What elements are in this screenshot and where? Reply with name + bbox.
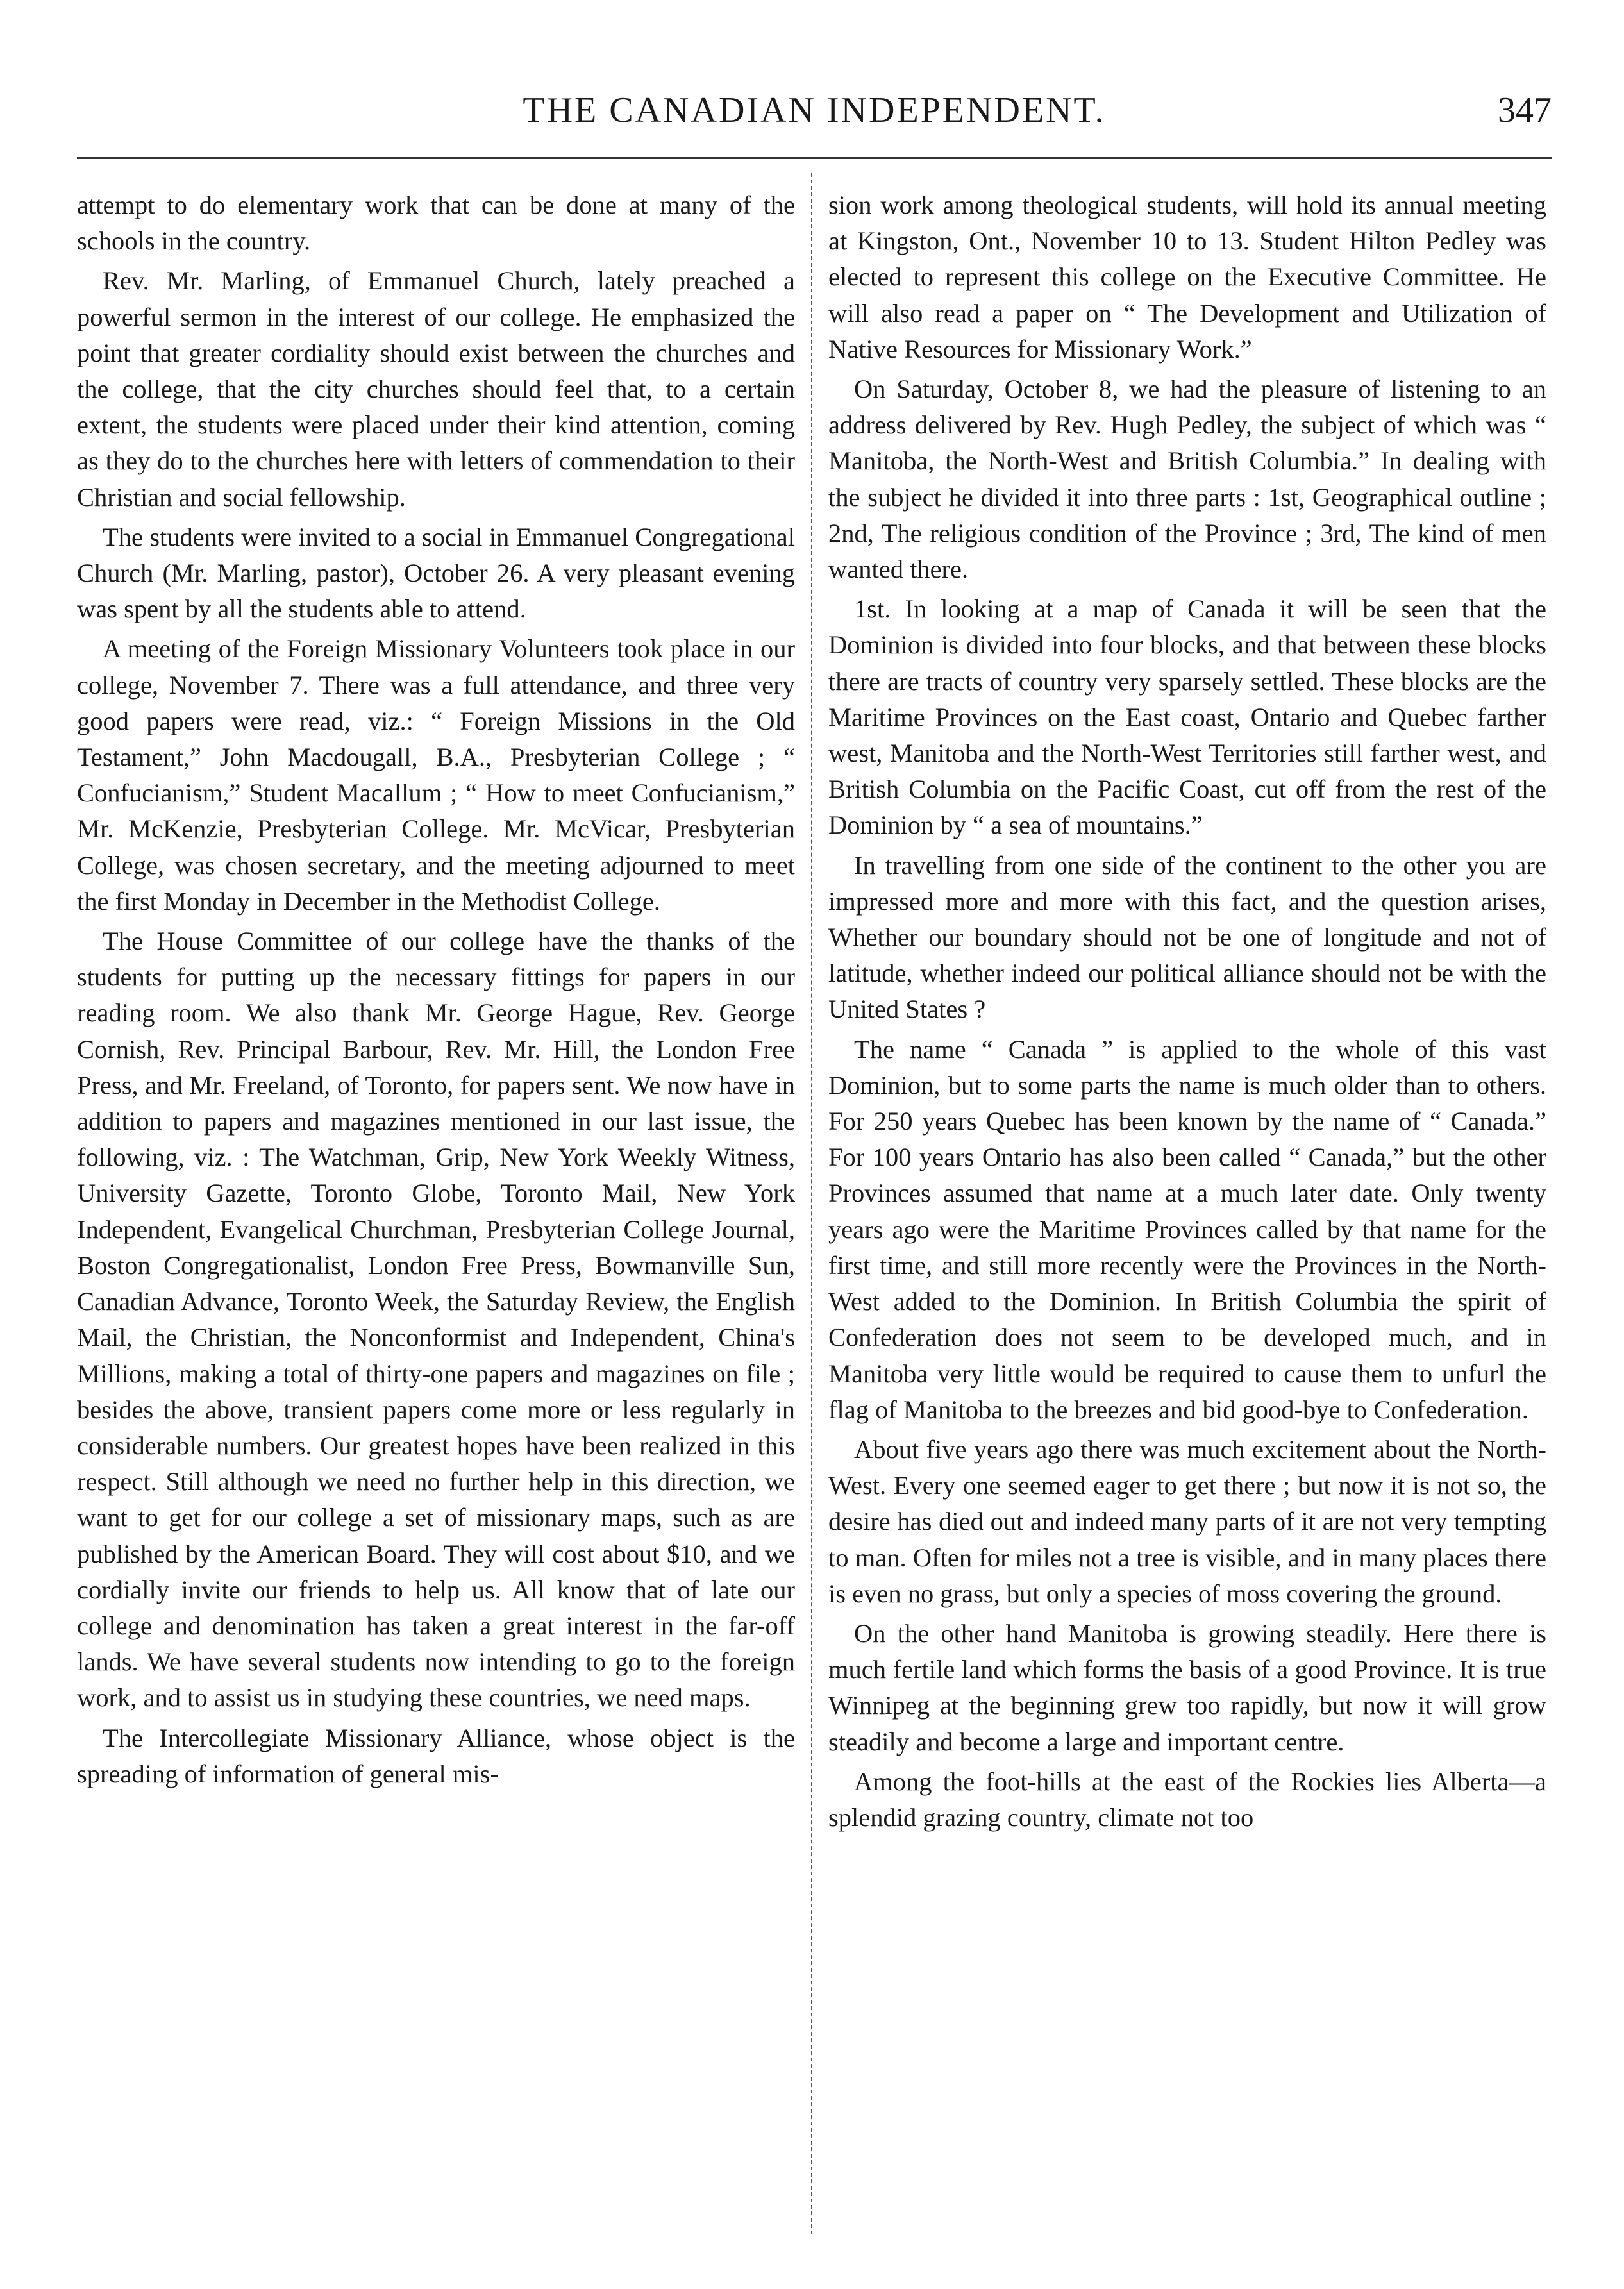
page-number: 347 <box>1498 90 1552 130</box>
paragraph: The Intercollegiate Missionary Alliance, whose object is the spreading of information of general mis- <box>77 1723 795 1788</box>
right-column <box>828 187 1546 2233</box>
paragraph: Among the foot-hills at the east of the Rockies lies Alberta—a splendid grazing country, climate not too <box>828 1766 1546 1832</box>
paragraph: The name “ Canada ” is applied to the whole of this vast Dominion, but to some parts the name is much older than to others. For 250 years Quebec has been known by the name of “ Canada.” For 100 years Ontario has also been called “ Canada,” but the other Provinces assumed that name at a much later date. Only twenty years ago were the Maritime Provinces called by that name for the first time, and still more recently were the Provinces in the North-West added to the Dominion. In British Columbia the spirit of Confederation does not seem to be developed much, and in Manitoba very little would be required to cause them to unfurl the flag of Manitoba to the breezes and bid good-bye to Confederation. <box>828 1034 1546 1424</box>
running-title: THE CANADIAN INDEPENDENT. <box>523 90 1106 130</box>
paragraph: The students were invited to a social in Emmanuel Congregational Church (Mr. Marling, pastor), October 26. A very pleasant evening was spent by all the students able to attend. <box>77 522 795 624</box>
paragraph: On Saturday, October 8, we had the pleasure of listening to an address delivered by Rev. Hugh Pedley, the subject of which was “ Manitoba, the North-West and British Columbia.” In dealing with the subject he divided it into three parts : 1st, Geographical outline ; 2nd, The religious condition of the Province ; 3rd, The kind of men wanted there. <box>828 374 1546 584</box>
left-column <box>77 187 795 2233</box>
paragraph: Rev. Mr. Marling, of Emmanuel Church, lately preached a powerful sermon in the interest of our college. He emphasized the point that greater cordiality should exist between the churches and the college, that the city churches should feel that, to a certain extent, the students were placed under their kind attention, coming as they do to the churches here with letters of commendation to their Christian and social fellowship. <box>77 266 795 512</box>
header-rule <box>77 157 1552 159</box>
paragraph: On the other hand Manitoba is growing steadily. Here there is much fertile land which forms the basis of a good Province. It is true Winnipeg at the beginning grew too rapidly, but now it will grow steadily and become a large and important centre. <box>828 1618 1546 1756</box>
page-header <box>77 90 1552 147</box>
paragraph: sion work among theological students, will hold its annual meeting at Kingston, Ont., November 10 to 13. Student Hilton Pedley was elected to represent this college on the Executive Committee. He will also read a paper on “ The Development and Utilization of Native Resources for Missionary Work.” <box>828 190 1546 364</box>
paragraph: The House Committee of our college have the thanks of the students for putting up the necessary fittings for papers in our reading room. We also thank Mr. George Hague, Rev. George Cornish, Rev. Principal Barbour, Rev. Mr. Hill, the London Free Press, and Mr. Freeland, of Toronto, for papers sent. We now have in addition to papers and magazines mentioned in our last issue, the following, viz. : The Watchman, Grip, New York Weekly Witness, University Gazette, Toronto Globe, Toronto Mail, New York Independent, Evangelical Churchman, Presbyterian College Journal, Boston Congregationalist, London Free Press, Bowmanville Sun, Canadian Advance, Toronto Week, the Saturday Review, the English Mail, the Christian, the Nonconformist and Independent, China's Millions, making a total of thirty-one papers and magazines on file ; besides the above, transient papers come more or less regularly in considerable numbers. Our greatest hopes have been realized in this respect. Still although we need no further help in this direction, we want to get for our college a set of missionary maps, such as are published by the American Board. They will cost about $10, and we cordially invite our friends to help us. All know that of late our college and denomination has taken a great interest in the far-off lands. We have several students now intending to go to the foreign work, and to assist us in studying these countries, we need maps. <box>77 927 795 1713</box>
column-divider <box>811 173 812 2234</box>
paragraph: About five years ago there was much excitement about the North-West. Every one seemed eager to get there ; but now it is not so, the desire has died out and indeed many parts of it are not very tempting to man. Often for miles not a tree is visible, and in many places there is even no grass, but only a species of moss covering the ground. <box>828 1434 1546 1608</box>
paragraph: A meeting of the Foreign Missionary Volunteers took place in our college, November 7. There was a full attendance, and three very good papers were read, viz.: “ Foreign Missions in the Old Testament,” John Macdougall, B.A., Presbyterian College ; “ Confucianism,” Student Macallum ; “ How to meet Confucianism,” Mr. McKenzie, Presbyterian College. Mr. McVicar, Presbyterian College, was chosen secretary, and the meeting adjourned to meet the first Monday in December in the Methodist College. <box>77 634 795 916</box>
paragraph: In travelling from one side of the continent to the other you are impressed more and more with this fact, and the question arises, Whether our boundary should not be one of longitude and not of latitude, whether indeed our political alliance should not be with the United States ? <box>828 850 1546 1024</box>
paragraph: 1st. In looking at a map of Canada it will be seen that the Dominion is divided into four blocks, and that between these blocks there are tracts of country very sparsely settled. These blocks are the Maritime Provinces on the East coast, Ontario and Quebec farther west, Manitoba and the North-West Territories still farther west, and British Columbia on the Pacific Coast, cut off from the rest of the Dominion by “ a sea of mountains.” <box>828 594 1546 840</box>
paragraph: attempt to do elementary work that can be done at many of the schools in the country. <box>77 190 795 256</box>
